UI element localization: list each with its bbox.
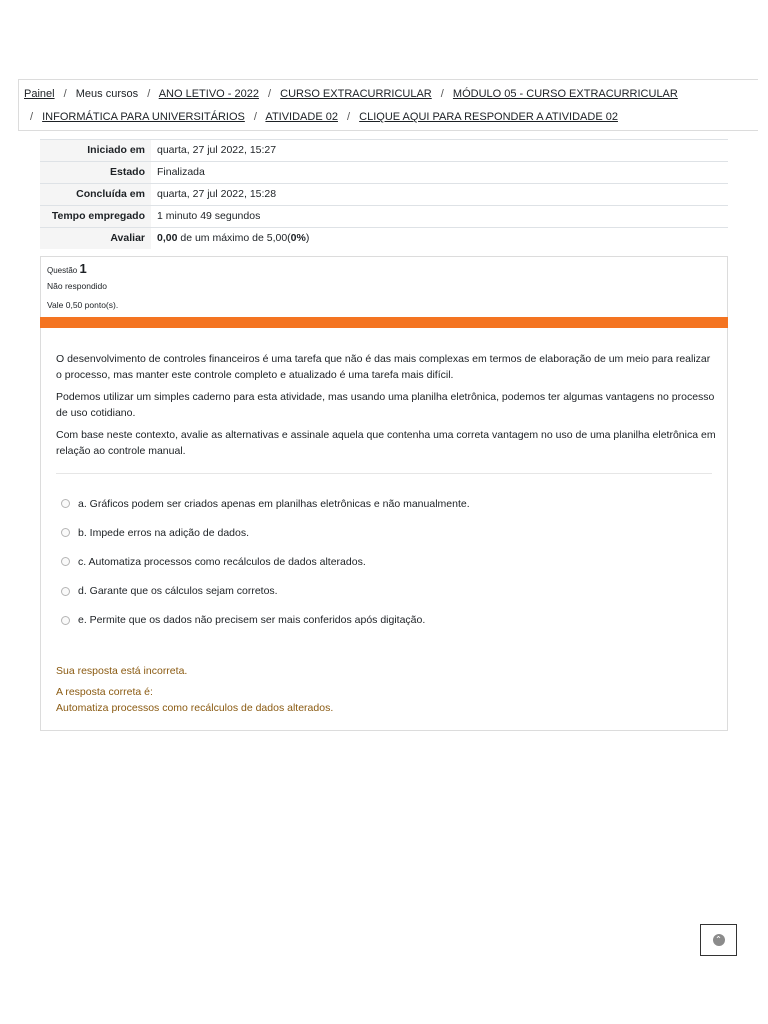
answer-label: c. Automatiza processos como recálculos de dados alterados.: [78, 555, 366, 568]
question-text: [56, 351, 716, 465]
breadcrumb-separator: /: [440, 88, 444, 100]
summary-row-started: [40, 140, 728, 162]
question-accent-bar: [40, 317, 728, 328]
summary-label: Concluída em: [40, 184, 151, 206]
question-info: [40, 256, 728, 318]
summary-row-grade: [40, 228, 728, 250]
answer-option-b[interactable]: [61, 518, 470, 547]
summary-value: Finalizada: [151, 162, 728, 184]
radio-button[interactable]: [61, 499, 70, 508]
answer-option-d[interactable]: [61, 577, 470, 606]
feedback-box: [56, 663, 333, 716]
answer-label: d. Garante que os cálculos sejam corretos.: [78, 585, 278, 598]
breadcrumb-separator: /: [147, 88, 151, 100]
question-paragraph: O desenvolvimento de controles financeiros é uma tarefa que não é das mais complexas em termos de elaboração de um meio para realizar o processo, mas manter este controle completo e atualizado é uma tarefa mais difícil.: [56, 353, 711, 381]
breadcrumb-ano-letivo[interactable]: ANO LETIVO - 2022: [158, 88, 259, 100]
breadcrumb-separator: /: [63, 88, 67, 100]
question-paragraph: Com base neste contexto, avalie as alternativas e assinale aquela que contenha uma correta vantagem no uso de uma planilha eletrônica em relação ao controle manual.: [56, 429, 716, 457]
breadcrumb-meus-cursos: Meus cursos: [75, 88, 139, 100]
grade-score: 0,00: [157, 232, 178, 244]
breadcrumb-clique-aqui[interactable]: CLIQUE AQUI PARA RESPONDER A ATIVIDADE 02: [359, 111, 618, 123]
summary-label: Iniciado em: [40, 140, 151, 162]
breadcrumb-modulo-05[interactable]: MÓDULO 05 - CURSO EXTRACURRICULAR: [452, 88, 678, 100]
answer-option-a[interactable]: [61, 489, 470, 518]
summary-value: quarta, 27 jul 2022, 15:27: [151, 140, 728, 162]
grade-rest: de um máximo de 5,00(: [180, 232, 291, 244]
radio-button[interactable]: [61, 528, 70, 537]
question-number-value: 1: [79, 261, 87, 276]
radio-button[interactable]: [61, 587, 70, 596]
feedback-incorrect: Sua resposta está incorreta.: [56, 665, 188, 677]
answer-label: e. Permite que os dados não precisem ser mais conferidos após digitação.: [78, 614, 426, 627]
answer-option-e[interactable]: [61, 606, 470, 635]
radio-button[interactable]: [61, 616, 70, 625]
answer-label: b. Impede erros na adição de dados.: [78, 526, 250, 539]
question-label: Questão: [47, 266, 78, 275]
breadcrumb-separator: /: [347, 111, 351, 123]
feedback-right-answer: Automatiza processos como recálculos de dados alterados.: [56, 702, 334, 714]
breadcrumb-separator: /: [268, 88, 272, 100]
breadcrumb-informatica[interactable]: INFORMÁTICA PARA UNIVERSITÁRIOS: [42, 111, 245, 123]
summary-value: quarta, 27 jul 2022, 15:28: [151, 184, 728, 206]
breadcrumb-atividade-02[interactable]: ATIVIDADE 02: [265, 111, 338, 123]
radio-button[interactable]: [61, 557, 70, 566]
summary-label: Tempo empregado: [40, 206, 151, 228]
question-number: [47, 261, 721, 276]
grade-percent: 0%: [290, 232, 306, 244]
back-to-top-button[interactable]: [700, 924, 737, 956]
chevron-up-circle-icon: ⌃: [713, 934, 725, 946]
summary-value: 1 minuto 49 segundos: [151, 206, 728, 228]
answer-label: a. Gráficos podem ser criados apenas em planilhas eletrônicas e não manualmente.: [78, 497, 470, 510]
summary-row-completed: [40, 184, 728, 206]
breadcrumb-separator: /: [30, 111, 34, 123]
breadcrumb-curso-extracurricular[interactable]: CURSO EXTRACURRICULAR: [280, 88, 432, 100]
summary-label: Avaliar: [40, 228, 151, 250]
question-content: [40, 328, 728, 731]
question-paragraph: Podemos utilizar um simples caderno para esta atividade, mas usando uma planilha eletrônica, podemos ter algumas vantagens no processo de uso cotidiano.: [56, 391, 715, 419]
summary-grade-value: [151, 228, 728, 250]
divider: [56, 473, 712, 474]
summary-row-time: [40, 206, 728, 228]
attempt-summary-table: [40, 139, 728, 249]
breadcrumb-separator: /: [253, 111, 257, 123]
question-state: Não respondido: [47, 281, 108, 291]
grade-close: ): [305, 232, 310, 244]
breadcrumb-painel[interactable]: Painel: [24, 88, 55, 100]
breadcrumb: [18, 79, 758, 131]
summary-row-state: [40, 162, 728, 184]
question-mark: Vale 0,50 ponto(s).: [47, 300, 119, 310]
answer-list: [61, 489, 470, 635]
summary-label: Estado: [40, 162, 151, 184]
feedback-right-title: A resposta correta é:: [56, 686, 153, 698]
answer-option-c[interactable]: [61, 547, 470, 576]
